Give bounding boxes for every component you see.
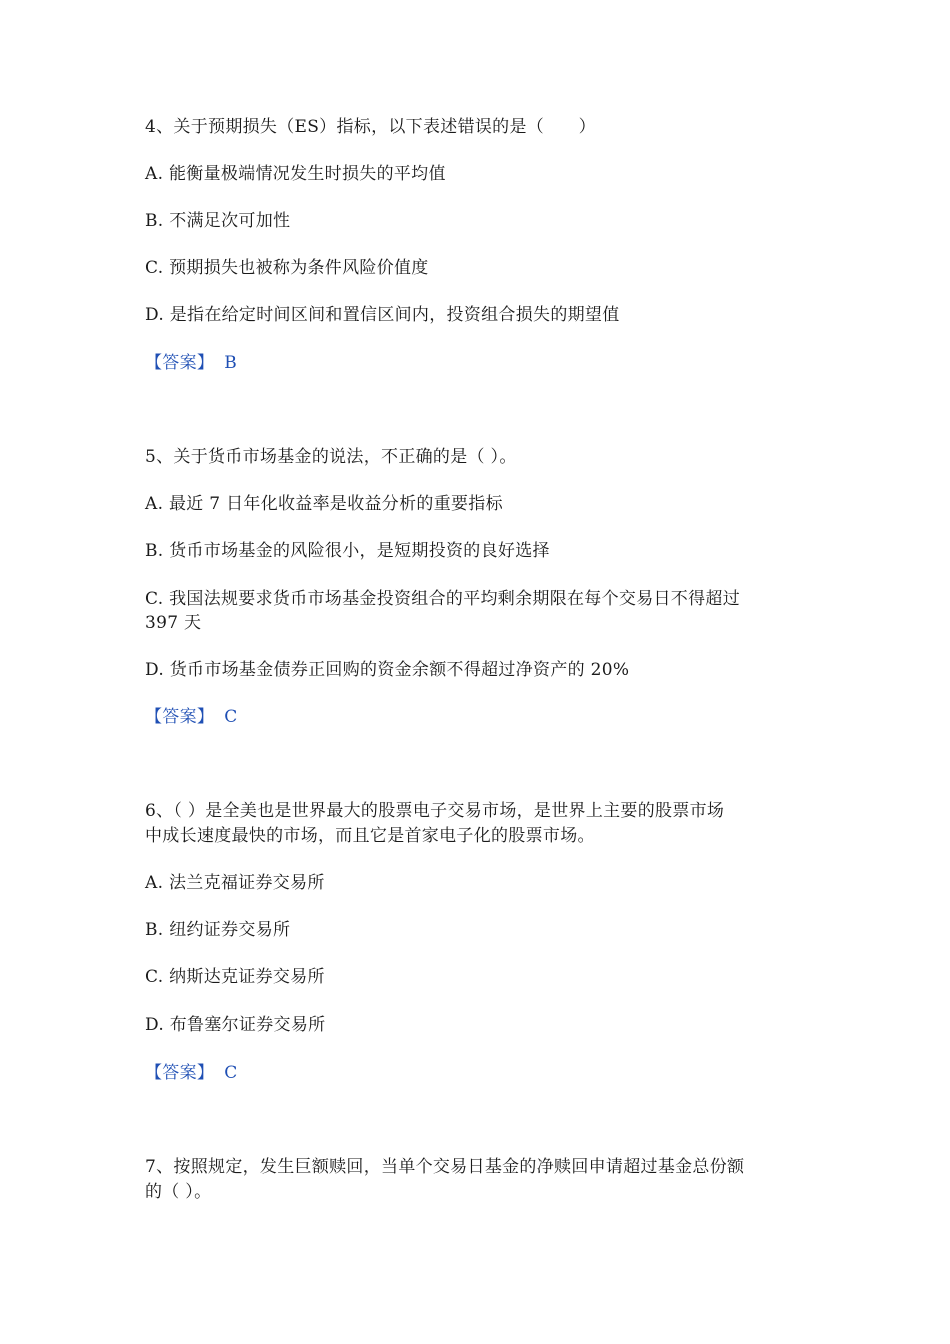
question-6-answer	[145, 1062, 238, 1084]
question-5-stem: 5、关于货币市场基金的说法，不正确的是（ ）。	[145, 447, 517, 467]
question-6-option-c: C. 纳斯达克证券交易所	[145, 967, 325, 987]
question-7-stem-line-1: 7、按照规定，发生巨额赎回，当单个交易日基金的净赎回申请超过基金总份额	[145, 1157, 745, 1177]
question-4-stem: 4、关于预期损失（ES）指标，以下表述错误的是（ ）	[145, 117, 596, 137]
question-4-option-b: B. 不满足次可加性	[145, 211, 291, 231]
question-4-answer	[145, 352, 237, 374]
answer-value: C	[224, 1063, 238, 1083]
question-6-option-d: D. 布鲁塞尔证券交易所	[145, 1015, 326, 1035]
answer-label: 【答案】	[145, 1063, 215, 1083]
answer-value: C	[224, 707, 238, 727]
question-6-option-b: B. 纽约证券交易所	[145, 920, 291, 940]
answer-value: B	[224, 353, 237, 373]
question-5-option-d: D. 货币市场基金债券正回购的资金余额不得超过净资产的 20%	[145, 660, 630, 680]
question-5-option-c: C. 我国法规要求货币市场基金投资组合的平均剩余期限在每个交易日不得超过	[145, 589, 741, 609]
question-4-option-c: C. 预期损失也被称为条件风险价值度	[145, 258, 429, 278]
question-5-option-c-continued: 397 天	[145, 613, 202, 633]
question-6-option-a: A. 法兰克福证券交易所	[145, 873, 325, 893]
question-7-stem-line-2: 的（ ）。	[145, 1182, 212, 1202]
question-5-answer	[145, 706, 238, 728]
answer-label: 【答案】	[145, 707, 215, 727]
answer-label: 【答案】	[145, 353, 215, 373]
question-4-option-d: D. 是指在给定时间区间和置信区间内，投资组合损失的期望值	[145, 305, 620, 325]
question-4-option-a: A. 能衡量极端情况发生时损失的平均值	[145, 164, 446, 184]
question-6-stem-line-1: 6、（ ）是全美也是世界最大的股票电子交易市场，是世界上主要的股票市场	[145, 801, 725, 821]
question-5-option-b: B. 货币市场基金的风险很小，是短期投资的良好选择	[145, 541, 550, 561]
question-5-option-a: A. 最近 7 日年化收益率是收益分析的重要指标	[145, 494, 503, 514]
question-6-stem-line-2: 中成长速度最快的市场，而且它是首家电子化的股票市场。	[145, 826, 595, 846]
